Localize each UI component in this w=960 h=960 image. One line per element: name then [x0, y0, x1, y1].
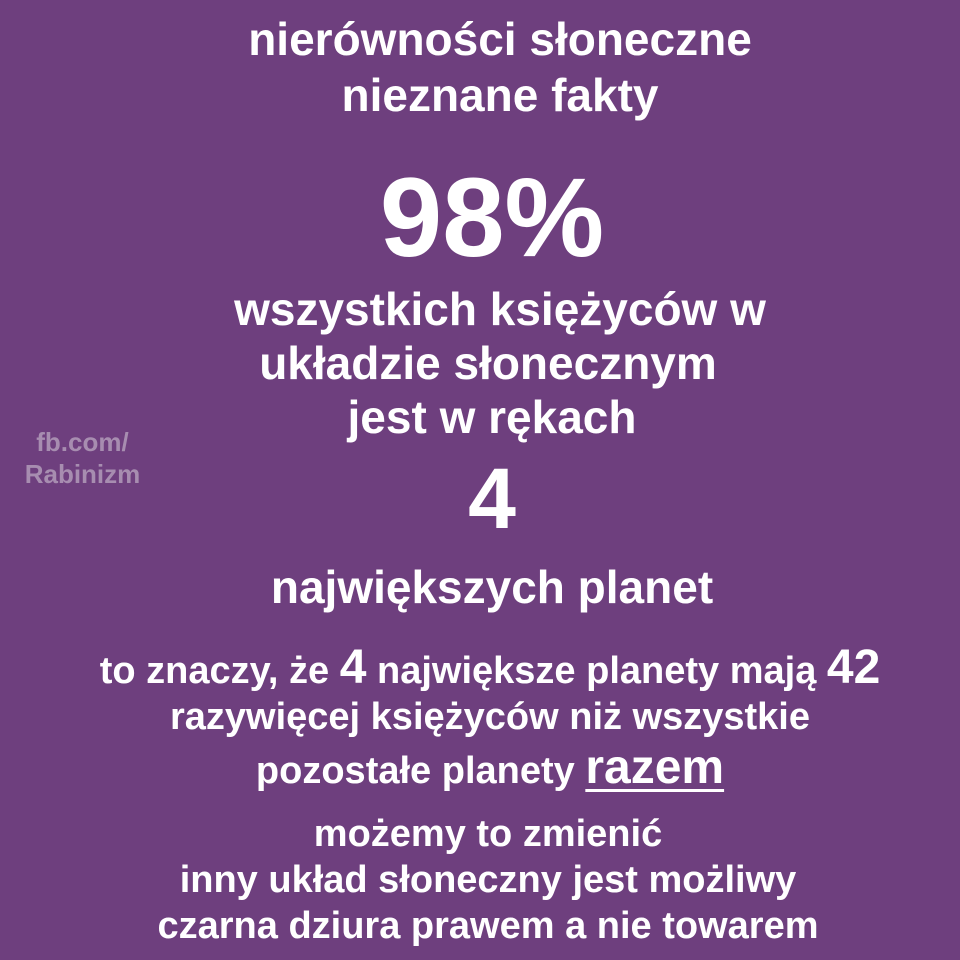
- watermark-line-2: Rabinizm: [24, 459, 141, 489]
- watermark-line-1: fb.com/: [36, 427, 129, 457]
- emphasis-razem: razem: [585, 741, 725, 794]
- explanation-line-3: [10, 741, 960, 794]
- footer-line-2: inny układ słoneczny jest możliwy: [179, 859, 797, 901]
- big-number: 4: [468, 451, 516, 547]
- big-percent: 98%: [379, 155, 605, 280]
- stat-line-2: układzie słonecznym: [259, 337, 717, 389]
- title-line-2: nieznane fakty: [341, 69, 659, 121]
- stat-line-1: wszystkich księżyców w: [234, 283, 766, 335]
- stat-line-4: największych planet: [270, 561, 714, 613]
- title-line-1: nierówności słoneczne: [248, 13, 752, 65]
- footer-line-3: czarna dziura prawem a nie towarem: [157, 905, 819, 947]
- explanation-text-a: to znaczy, że: [99, 650, 340, 692]
- explanation-line-1: [10, 641, 960, 694]
- stat-line-3: jest w rękach: [347, 391, 637, 443]
- explanation-text-b: największe planety mają: [366, 650, 827, 692]
- explanation-number-42: 42: [826, 641, 881, 694]
- explanation-number-4: 4: [339, 641, 367, 694]
- explanation-line-2: razywięcej księżyców niż wszystkie: [169, 696, 810, 738]
- explanation-text-c: pozostałe planety: [255, 750, 586, 792]
- footer-line-1: możemy to zmienić: [313, 813, 663, 855]
